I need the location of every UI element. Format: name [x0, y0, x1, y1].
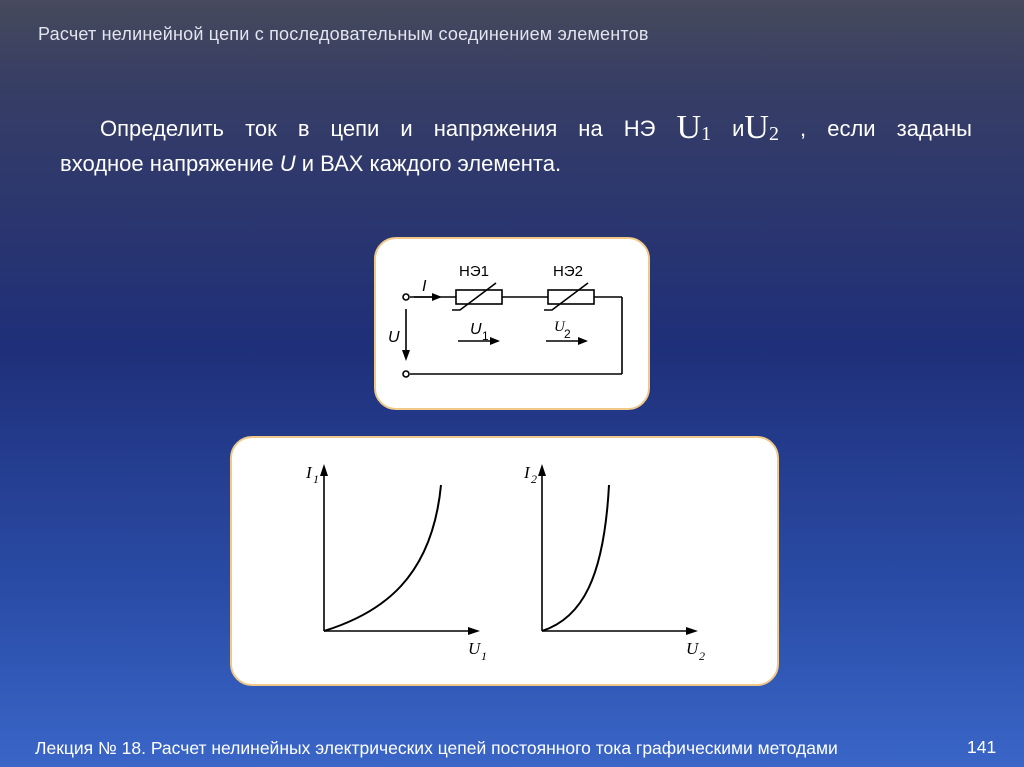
- slide-title: Расчет нелинейной цепи с последовательным соединением элементов: [38, 24, 649, 44]
- nonlinear-element-2: [548, 290, 594, 304]
- task-statement: [60, 110, 972, 180]
- u1-symbol: $U_1$: [676, 109, 712, 146]
- graph-2-x-label: U: [686, 639, 699, 658]
- graph-2-y-arrowhead: [538, 464, 546, 476]
- footer-lecture-title: Лекция № 18. Расчет нелинейных электрических цепей постоянного тока графическими методами: [35, 738, 838, 758]
- iv-graph-2: [523, 463, 705, 663]
- graph-1-y-label: I: [306, 463, 312, 482]
- graph-1-x-arrowhead: [468, 627, 480, 635]
- iv-graph-1: [305, 463, 487, 663]
- nonlinear-element-1: [456, 290, 502, 304]
- page-number: 141: [967, 737, 997, 757]
- element-1-label: НЭ1: [459, 263, 489, 280]
- current-label: I: [422, 278, 427, 295]
- u2-subscript: 2: [564, 327, 571, 341]
- input-terminal-bottom: [403, 371, 409, 377]
- graph-1-x-subscript: 1: [481, 649, 487, 663]
- u1-arrowhead: [490, 337, 500, 345]
- u1-label: U: [470, 321, 482, 338]
- circuit-diagram-panel: [374, 237, 650, 410]
- graph-2-x-arrowhead: [686, 627, 698, 635]
- u1-subscript: 1: [482, 329, 489, 343]
- input-voltage-arrowhead: [402, 350, 410, 361]
- task-line-2: входное напряжение U и ВАХ каждого элемента.: [60, 151, 562, 176]
- u2-symbol: $U_2$: [744, 109, 779, 146]
- iv-characteristics-panel: [230, 436, 779, 686]
- graph-1-y-arrowhead: [320, 464, 328, 476]
- u2-arrowhead: [578, 337, 588, 345]
- task-text-1: Определить ток в цепи и напряжения на НЭ: [100, 116, 656, 141]
- graph-2-curve: [542, 485, 609, 631]
- current-arrowhead: [432, 293, 442, 301]
- input-terminal-top: [403, 294, 409, 300]
- graph-2-y-label: I: [524, 463, 530, 482]
- element-2-label: НЭ2: [553, 263, 583, 280]
- graph-2-y-subscript: 2: [531, 472, 537, 486]
- graph-2-x-subscript: 2: [699, 649, 705, 663]
- input-voltage-label: U: [388, 329, 400, 346]
- task-text-2: , если заданы: [800, 116, 972, 141]
- and-word: и: [732, 116, 745, 141]
- input-voltage-symbol: U: [279, 151, 296, 176]
- u2-label: U: [554, 319, 565, 335]
- iv-characteristics: [232, 438, 777, 684]
- circuit-diagram: [376, 239, 648, 408]
- task-line-1: [60, 110, 972, 148]
- graph-1-x-label: U: [468, 639, 481, 658]
- graph-1-curve: [324, 485, 441, 631]
- graph-1-y-subscript: 1: [313, 472, 319, 486]
